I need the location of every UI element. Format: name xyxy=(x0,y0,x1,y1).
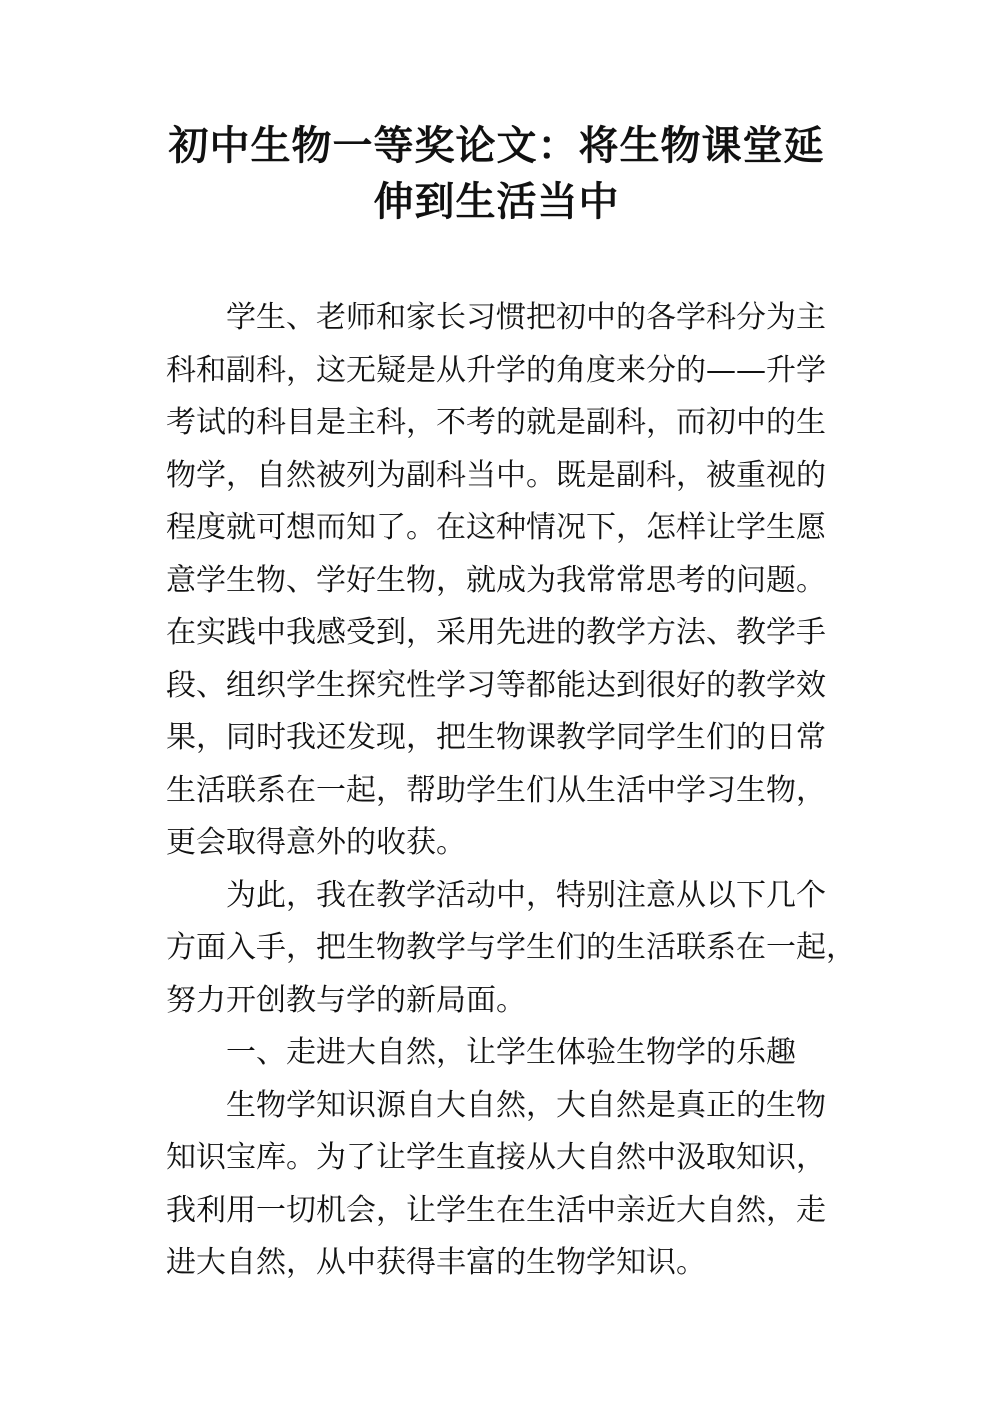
paragraph-1-line-6: 意学生物、学好生物，就成为我常常思考的问题。 xyxy=(166,562,826,598)
page-title xyxy=(150,118,843,230)
paragraph-3-line-4: 进大自然，从中获得丰富的生物学知识。 xyxy=(166,1245,706,1280)
section-heading: 一、走进大自然，让学生体验生物学的乐趣 xyxy=(226,1035,796,1070)
paragraph-1-line-9: 果，同时我还发现，把生物课教学同学生们的日常 xyxy=(166,720,826,755)
paragraph-1-line-7: 在实践中我感受到，采用先进的教学方法、教学手 xyxy=(166,615,826,650)
paragraph-3-line-3: 我利用一切机会，让学生在生活中亲近大自然，走 xyxy=(166,1192,826,1228)
paragraph-1-line-8: 段、组织学生探究性学习等都能达到很好的教学效 xyxy=(166,667,826,703)
paragraph-1-line-1: 学生、老师和家长习惯把初中的各学科分为主 xyxy=(226,300,826,335)
title-line-2: 伸到生活当中 xyxy=(373,179,620,225)
paragraph-1-line-4: 物学，自然被列为副科当中。既是副科，被重视的 xyxy=(166,457,826,493)
paragraph-1-line-2: 科和副科，这无疑是从升学的角度来分的——升学 xyxy=(166,352,826,388)
paragraph-2-line-1: 为此，我在教学活动中，特别注意从以下几个 xyxy=(226,877,826,913)
paragraph-1-line-10: 生活联系在一起，帮助学生们从生活中学习生物， xyxy=(166,772,826,808)
paragraph-1-line-11: 更会取得意外的收获。 xyxy=(166,825,466,860)
paragraph-3-line-1: 生物学知识源自大自然，大自然是真正的生物 xyxy=(226,1087,826,1123)
paragraph-2-line-2: 方面入手，把生物教学与学生们的生活联系在一起， xyxy=(166,930,856,965)
paragraph-1-line-5: 程度就可想而知了。在这种情况下，怎样让学生愿 xyxy=(166,510,826,545)
paragraph-1-line-3: 考试的科目是主科，不考的就是副科，而初中的生 xyxy=(166,405,826,440)
paragraph-2-line-3: 努力开创教与学的新局面。 xyxy=(166,982,526,1018)
body-text xyxy=(166,292,856,1290)
paragraph-3-line-2: 知识宝库。为了让学生直接从大自然中汲取知识， xyxy=(166,1140,826,1175)
title-line-1: 初中生物一等奖论文：将生物课堂延 xyxy=(168,123,825,169)
